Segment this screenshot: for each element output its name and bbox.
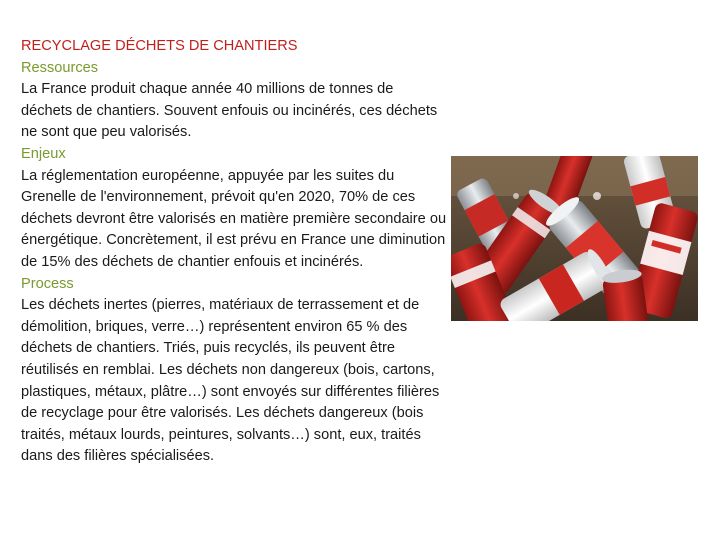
section-body-ressources: La France produit chaque année 40 millions de tonnes de déchets de chantiers. Souvent enfouis ou incinérés, ces déchets ne sont que peu valorisés. [21, 81, 438, 141]
section-heading-enjeux: Enjeux [21, 145, 66, 162]
section-heading-ressources: Ressources [21, 59, 99, 76]
spray-cans-photo [451, 156, 698, 321]
section-body-enjeux: La réglementation européenne, appuyée par les suites du Grenelle de l'environnement, prévoit qu'en 2020, 70% de ces déchets devront être valorisés en matière première secondaire ou énergétique. Concrètement, il est prévu en France une diminution de 15% des déchets de chantier enfouis et incinérés. [21, 167, 447, 270]
section-body-process: Les déchets inertes (pierres, matériaux de terrassement et de démolition, briques, verre…) représentent environ 65 % des déchets de chantiers. Triés, puis recyclés, ils peuvent être réutilisés en remblai. Les déchets non dangereux (bois, cartons, plastiques, métaux, plâtre…) sont envoyés sur différentes filières de recyclage pour être valorisés. Les déchets dangereux (bois traités, métaux lourds, peintures, solvants…) sont, eux, traités dans des filières spécialisées. [21, 297, 440, 465]
document-text [21, 36, 447, 468]
document-title: RECYCLAGE DÉCHETS DE CHANTIERS [21, 38, 298, 54]
section-heading-process: Process [21, 275, 74, 292]
